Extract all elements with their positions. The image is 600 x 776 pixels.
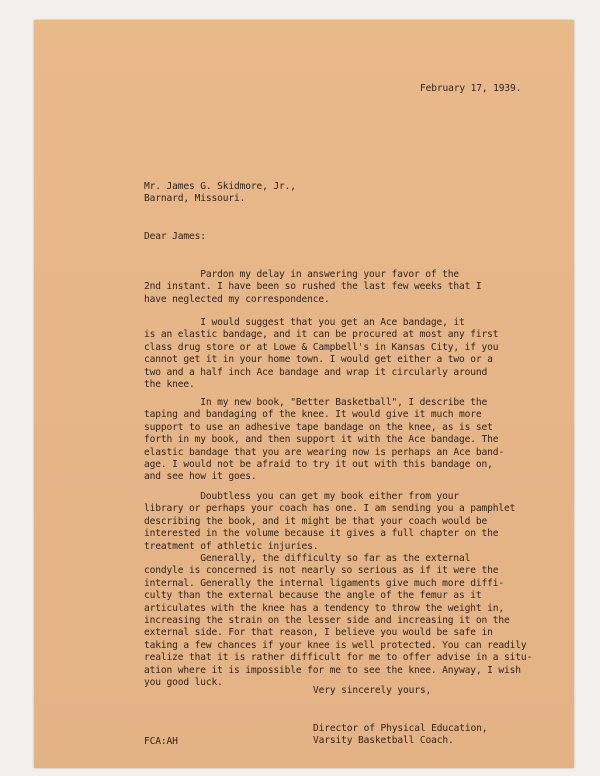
paragraph-line: taking a few chances if your knee is well protected. You can readily xyxy=(144,639,527,651)
signature-title-1: Director of Physical Education, xyxy=(313,723,488,734)
reference-initials: FCA:AH xyxy=(144,736,178,747)
paragraph-line: treatment of athletic injuries. xyxy=(144,540,319,552)
paragraph-line: realize that it is rather difficult for me to offer advise in a situ- xyxy=(144,652,533,664)
paragraph-line: Doubtless you can get my book either from your xyxy=(144,491,460,502)
paragraph-line: class drug store or at Lowe & Campbell's in Kansas City, if you xyxy=(144,341,499,353)
complimentary-close: Very sincerely yours, xyxy=(313,685,432,696)
paragraph-3 xyxy=(144,397,504,484)
salutation: Dear James: xyxy=(144,231,206,242)
paragraph-line: articulates with the knee has a tendency to throw the weight in, xyxy=(144,602,505,614)
paragraph-line: ation where it is impossible for me to see the knee. Anyway, I wish xyxy=(144,664,521,676)
paragraph-line: is an elastic bandage, and it can be procured at most any first xyxy=(144,329,499,341)
paragraph-5 xyxy=(144,553,532,689)
paragraph-line: Generally, the difficulty so far as the external xyxy=(144,553,471,564)
paragraph-line: Pardon my delay in answering your favor of the xyxy=(144,269,460,280)
paragraph-4 xyxy=(144,491,515,553)
paragraph-line: library or perhaps your coach has one. I am sending you a pamphlet xyxy=(144,503,516,515)
paragraph-line: I would suggest that you get an Ace bandage, it xyxy=(144,317,465,328)
paragraph-line: 2nd instant. I have been so rushed the last few weeks that I xyxy=(144,281,482,293)
recipient-name: Mr. James G. Skidmore, Jr., xyxy=(144,181,296,192)
paragraph-line: you good luck. xyxy=(144,677,223,689)
letter-page xyxy=(34,20,574,768)
paragraph-line: have neglected my correspondence. xyxy=(144,293,330,305)
paragraph-line: internal. Generally the internal ligaments give much more diffi- xyxy=(144,577,505,589)
paragraph-line: external side. For that reason, I believe you would be safe in xyxy=(144,627,493,639)
paragraph-line: elastic bandage that you are wearing now is perhaps an Ace band- xyxy=(144,446,505,458)
paragraph-line: support to use an adhesive tape bandage on the knee, as is set xyxy=(144,421,493,433)
paragraph-line: two and a half inch Ace bandage and wrap it circularly around xyxy=(144,366,488,378)
paragraph-line: age. I would not be afraid to try it out with this bandage on, xyxy=(144,459,493,471)
paragraph-line: and see how it goes. xyxy=(144,471,257,483)
paragraph-line: increasing the strain on the lesser side and increasing it on the xyxy=(144,615,510,627)
paragraph-line: In my new book, "Better Basketball", I describe the xyxy=(144,397,488,408)
paragraph-line: condyle is concerned is not nearly so serious as if it were the xyxy=(144,565,499,577)
letter-date: February 17, 1939. xyxy=(420,83,522,94)
paragraph-2 xyxy=(144,317,498,391)
paragraph-line: the knee. xyxy=(144,379,195,391)
signature-title-2: Varsity Basketball Coach. xyxy=(313,735,454,746)
paragraph-line: forth in my book, and then support it with the Ace bandage. The xyxy=(144,434,499,446)
paragraph-line: describing the book, and it might be that your coach would be xyxy=(144,515,488,527)
paragraph-line: taping and bandaging of the knee. It would give it much more xyxy=(144,409,482,421)
paragraph-line: interested in the volume because it gives a full chapter on the xyxy=(144,528,499,540)
recipient-city: Barnard, Missouri. xyxy=(144,193,246,204)
paragraph-line: culty than the external because the angle of the femur as it xyxy=(144,590,482,602)
paragraph-line: cannot get it in your home town. I would get either a two or a xyxy=(144,354,493,366)
paragraph-1 xyxy=(144,269,482,306)
